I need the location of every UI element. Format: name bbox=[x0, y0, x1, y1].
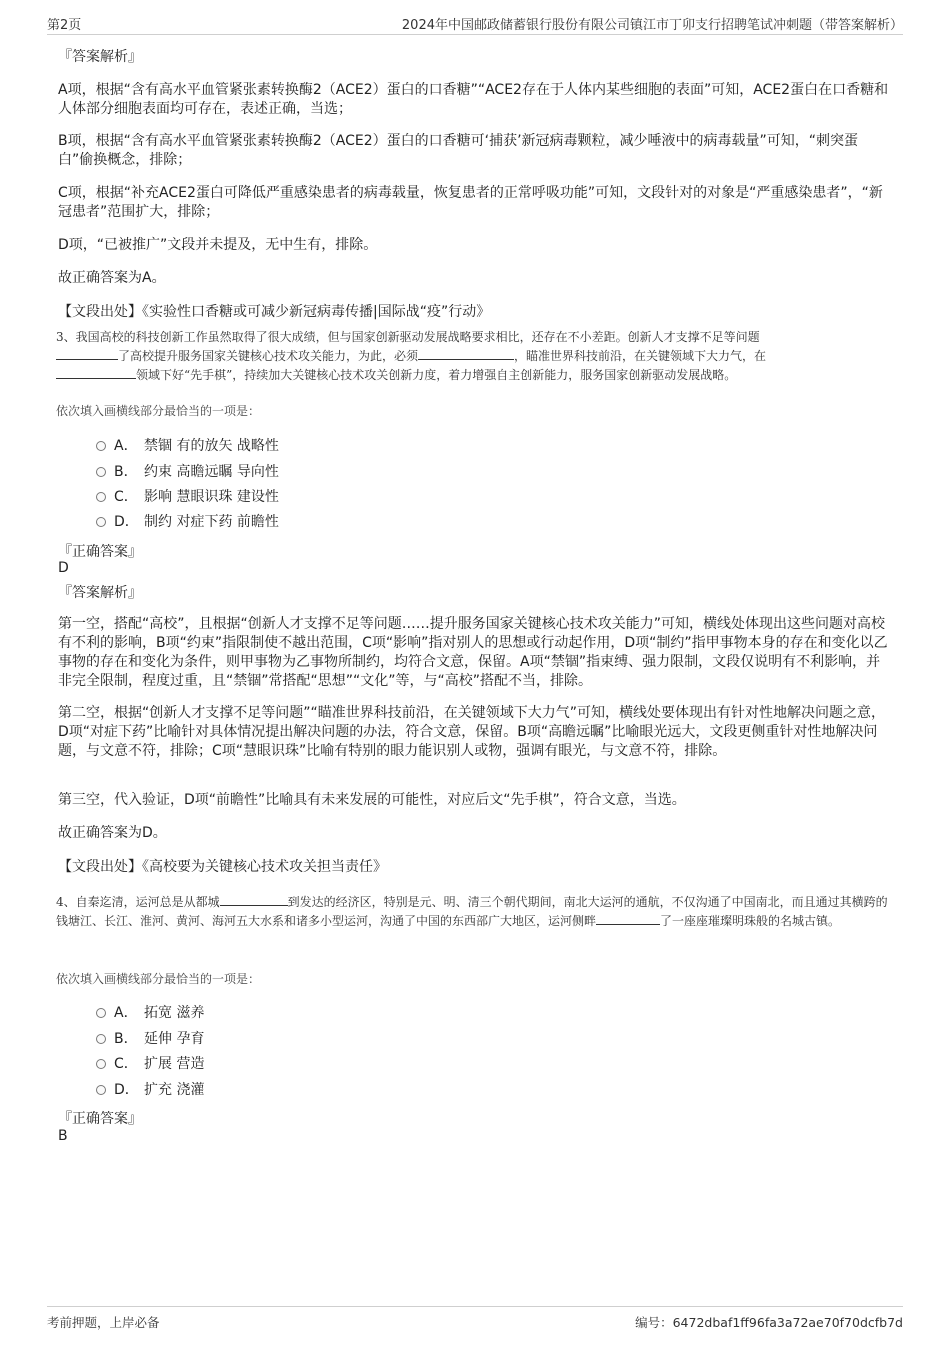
option-d[interactable]: D． 扩充 浇灌 bbox=[96, 1080, 204, 1100]
correct-answer: D bbox=[58, 560, 69, 576]
analysis-blank-3: 第三空，代入验证，D项“前瞻性”比喻具有未来发展的可能性，对应后文“先手棋”，符合文意，当选。 bbox=[58, 792, 686, 808]
analysis-label: 『答案解析』 bbox=[58, 585, 142, 601]
question-4-stem: 4、自秦迄清，运河总是从都城 到发达的经济区，特别是元、明、清三个朝代期间，南北大运河的通航，不仅沟通了中国南北，而且通过其横跨的钱塘江、长江、淮河、黄河、海河五大水系和诸多小型运河，沟通了中国的东西部广大地区，运河侧畔 了一座座璀璨明珠般的名城古镇。 bbox=[56, 895, 888, 928]
question-3-stem: 3、我国高校的科技创新工作虽然取得了很大成绩，但与国家创新驱动发展战略要求相比，还存在不小差距。创新人才支撑不足等问题 了高校提升服务国家关键核心技术攻关能力，为此，必须 ，瞄准世界科技前沿，在关键领域下大力气，在 领域下好“先手棋”，持续加大关键核心技术攻关创新力度，着力增强自主创新能力，服务国家创新驱动发展战略。 bbox=[56, 330, 767, 382]
correct-answer-label: 『正确答案』 bbox=[58, 1111, 142, 1127]
analysis-c: C项，根据“补充ACE2蛋白可降低严重感染患者的病毒载量，恢复患者的正常呼吸功能”可知，文段针对的对象是“严重感染患者”，“新冠患者”范围扩大，排除； bbox=[58, 185, 883, 220]
blank-2 bbox=[596, 912, 660, 925]
conclusion: 故正确答案为A。 bbox=[58, 270, 166, 286]
page-header bbox=[47, 12, 903, 35]
source: 【文段出处】《高校要为关键核心技术攻关担当责任》 bbox=[58, 859, 387, 875]
blank-1 bbox=[56, 347, 118, 360]
document-title: 2024年中国邮政储蓄银行股份有限公司镇江市丁卯支行招聘笔试冲刺题（带答案解析） bbox=[401, 18, 903, 33]
radio-icon[interactable] bbox=[96, 492, 106, 502]
blank-2 bbox=[418, 347, 514, 360]
analysis-blank-2: 第二空，根据“创新人才支撑不足等问题”“瞄准世界科技前沿，在关键领域下大力气”可知，横线处要体现出有针对性地解决问题之意，D项“对症下药”比喻针对具体情况提出解决问题的办法，符合文意，保留。B项“高瞻远瞩”比喻眼光远大，文段更侧重针对性地解决问题，与文意不符，排除；C项“慧眼识珠”比喻有特别的眼力能识别人或物，强调有眼光，与文意不符，排除。 bbox=[58, 705, 886, 759]
footer-slogan: 考前押题，上岸必备 bbox=[47, 1315, 160, 1330]
conclusion: 故正确答案为D。 bbox=[58, 825, 167, 841]
page-number: 第2页 bbox=[47, 18, 82, 33]
document-code: 编号：6472dbaf1ff96fa3a72ae70f70dcfb7d bbox=[635, 1315, 903, 1330]
radio-icon[interactable] bbox=[96, 1008, 106, 1018]
option-b[interactable]: B． 延伸 孕育 bbox=[96, 1029, 204, 1049]
radio-icon[interactable] bbox=[96, 467, 106, 477]
correct-answer-label: 『正确答案』 bbox=[58, 544, 142, 560]
radio-icon[interactable] bbox=[96, 517, 106, 527]
question-prompt: 依次填入画横线部分最恰当的一项是： bbox=[56, 972, 261, 986]
analysis-b: B项，根据“含有高水平血管紧张素转换酶2（ACE2）蛋白的口香糖可‘捕获’新冠病毒颗粒，减少唾液中的病毒载量”可知，“刺突蛋白”偷换概念，排除； bbox=[58, 133, 859, 168]
analysis-d: D项，“已被推广”文段并未提及，无中生有，排除。 bbox=[58, 237, 378, 253]
radio-icon[interactable] bbox=[96, 1034, 106, 1044]
option-d[interactable]: D． 制约 对症下药 前瞻性 bbox=[96, 512, 279, 532]
radio-icon[interactable] bbox=[96, 1085, 106, 1095]
radio-icon[interactable] bbox=[96, 441, 106, 451]
radio-icon[interactable] bbox=[96, 1059, 106, 1069]
option-a[interactable]: A． 禁锢 有的放矢 战略性 bbox=[96, 436, 279, 456]
blank-3 bbox=[56, 366, 136, 379]
analysis-a: A项，根据“含有高水平血管紧张素转换酶2（ACE2）蛋白的口香糖”“ACE2存在于人体内某些细胞的表面”可知，ACE2蛋白在口香糖和人体部分细胞表面均可存在，表述正确，当选； bbox=[58, 82, 889, 117]
analysis-label: 『答案解析』 bbox=[58, 49, 142, 65]
option-c[interactable]: C． 扩展 营造 bbox=[96, 1054, 204, 1074]
source: 【文段出处】《实验性口香糖或可减少新冠病毒传播|国际战“疫”行动》 bbox=[58, 304, 491, 320]
page-footer bbox=[47, 1306, 903, 1333]
blank-1 bbox=[220, 893, 288, 906]
analysis-blank-1: 第一空，搭配“高校”，且根据“创新人才支撑不足等问题……提升服务国家关键核心技术攻关能力”可知，横线处体现出这些问题对高校有不利的影响，B项“约束”指限制使不越出范围，C项“影响”指对别人的思想或行动起作用，D项“制约”指甲事物本身的存在和变化以乙事物的存在和变化为条件，则甲事物为乙事物所制约，均符合文意，保留。A项“禁锢”指束缚、强力限制，文段仅说明有不利影响，并非完全限制，程度过重，且“禁锢”常搭配“思想”“文化”等，与“高校”搭配不当，排除。 bbox=[58, 616, 888, 689]
option-a[interactable]: A． 拓宽 滋养 bbox=[96, 1003, 204, 1023]
option-c[interactable]: C． 影响 慧眼识珠 建设性 bbox=[96, 487, 279, 507]
question-prompt: 依次填入画横线部分最恰当的一项是： bbox=[56, 404, 261, 418]
correct-answer: B bbox=[58, 1128, 68, 1144]
option-b[interactable]: B． 约束 高瞻远瞩 导向性 bbox=[96, 462, 279, 482]
